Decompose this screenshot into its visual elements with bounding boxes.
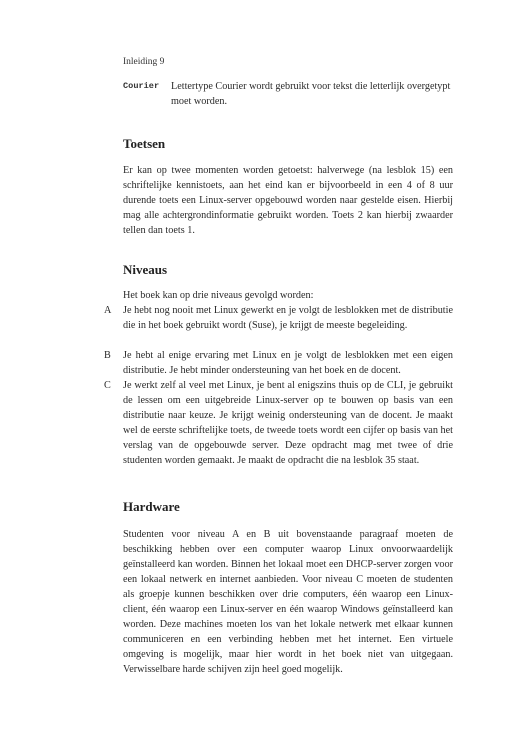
level-marker: A	[104, 305, 112, 316]
level-marker: C	[104, 380, 111, 391]
hardware-paragraph: Studenten voor niveau A en B uit bovenstaande paragraaf moeten de beschikking hebben over een computer waarop Linux onvoorwaardelijk geïnstalleerd kan worden. Binnen het lokaal moet een DHCP-server zorgen voor een lokaal netwerk en internet aanbieden. Voor niveau C moeten de studenten als groepje kunnen beschikken over drie computers, één waarop een Linux-client, één waarop een Linux-server en één waarop Windows geïnstalleerd kan worden. Deze machines moeten los van het lokale netwerk met elkaar kunnen communiceren en een verbinding hebben met het internet. Een virtuele omgeving is mogelijk, maar hier wordt in het boek niet van uitgegaan. Verwisselbare harde schijven zijn heel goed mogelijk.	[123, 529, 453, 675]
level-text: Je hebt nog nooit met Linux gewerkt en je volgt de lesblokken met de distributie die in het boek gebruikt wordt (Suse), je krijgt de meeste begeleiding.	[123, 305, 453, 331]
toetsen-paragraph: Er kan op twee momenten worden getoetst: halverwege (na lesblok 15) een schriftelijke kennistoets, aan het eind kan er bijvoorbeeld in een 4 of 8 uur durende toets een Linux-server opgebouwd worden naar gestelde eisen. Hierbij mag alle achtergrondinformatie gebruikt worden. Toets 2 kan hierbij zwaarder tellen dan toets 1.	[123, 165, 453, 236]
section-heading-niveaus: Niveaus	[123, 262, 168, 277]
courier-description: Lettertype Courier wordt gebruikt voor tekst die letterlijk overgetypt moet worden.	[171, 81, 451, 107]
section-heading-hardware: Hardware	[123, 499, 180, 514]
courier-term: Courier	[123, 81, 160, 91]
level-text: Je werkt zelf al veel met Linux, je bent al enigszins thuis op de CLI, je gebruikt de lessen om een uitgebreide Linux-server op te bouwen op basis van een distributie naar keuze. Je krijgt weinig ondersteuning van de docent. Je maakt wel de eerste schriftelijke toets, de tweede toets wordt een cijfer op basis van het verslag van de opgebouwde server. Deze opdracht mag met twee of drie studenten worden gemaakt. Je maakt de opdracht die na lesblok 35 staat.	[123, 380, 453, 466]
running-head: Inleiding 9	[123, 57, 165, 67]
section-heading-toetsen: Toetsen	[123, 136, 166, 151]
niveaus-intro: Het boek kan op drie niveaus gevolgd worden:	[123, 290, 314, 301]
level-text: Je hebt al enige ervaring met Linux en je volgt de lesblokken met een eigen distributie. Je hebt minder ondersteuning van het boek en de docent.	[123, 350, 453, 376]
level-marker: B	[104, 350, 111, 361]
